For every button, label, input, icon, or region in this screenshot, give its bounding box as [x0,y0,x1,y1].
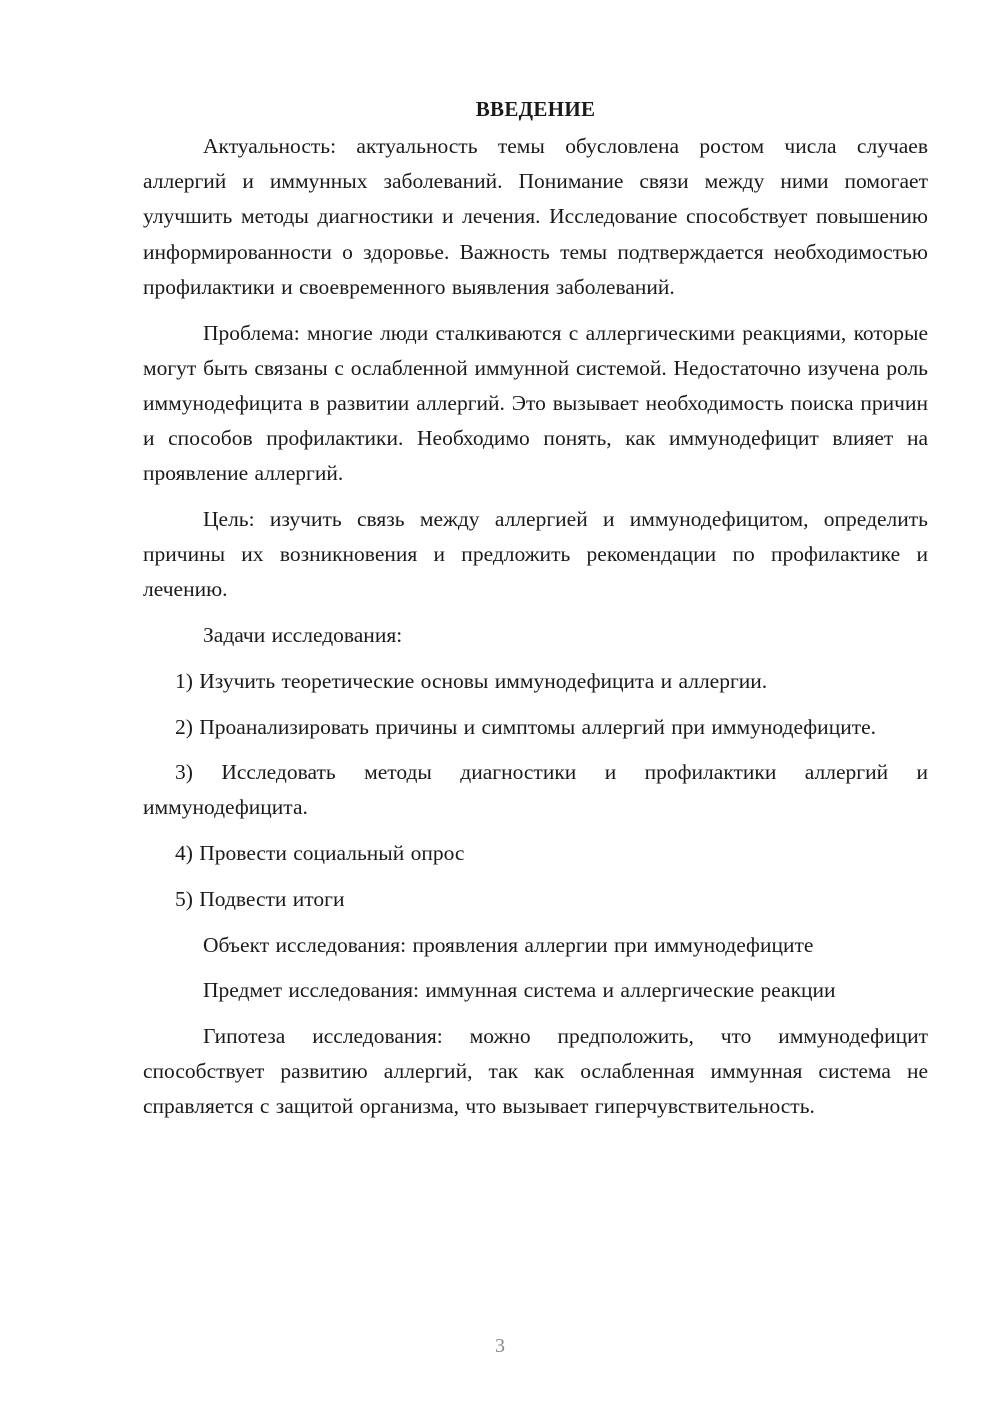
task-item-1: 1) Изучить теоретические основы иммунодефицита и аллергии. [175,668,768,693]
goal-paragraph: Цель: изучить связь между аллергией и иммунодефицитом, определить причины их возникновения и предложить рекомендации по профилактике и лечению. [143,507,928,602]
problem-paragraph: Проблема: многие люди сталкиваются с аллергическими реакциями, которые могут быть связаны с ослабленной иммунной системой. Недостаточно изучена роль иммунодефицита в развитии аллергий. Это вызывает необходимость поиска причин и способов профилактики. Необходимо понять, как иммунодефицит влияет на проявление аллергий. [143,320,928,486]
subject-paragraph: Предмет исследования: иммунная система и аллергические реакции [203,978,836,1003]
object-paragraph: Объект исследования: проявления аллергии при иммунодефиците [203,932,814,957]
tasks-title: Задачи исследования: [203,623,403,648]
task-item-3: 3) Исследовать методы диагностики и профилактики аллергий и иммунодефицита. [143,760,928,820]
page-content [143,94,928,1125]
task-item-4: 4) Провести социальный опрос [175,841,465,866]
hypothesis-paragraph: Гипотеза исследования: можно предположить, что иммунодефицит способствует развитию аллергий, так как ослабленная иммунная система не справляется с защитой организма, что вызывает гиперчувствительность. [143,1023,928,1119]
task-item-2: 2) Проанализировать причины и симптомы аллергий при иммунодефиците. [175,714,877,739]
page-number: 3 [495,1335,505,1357]
section-heading: ВВЕДЕНИЕ [475,97,596,121]
relevance-paragraph: Актуальность: актуальность темы обусловлена ростом числа случаев аллергий и иммунных заболеваний. Понимание связи между ними помогает улучшить методы диагностики и лечения. Исследование способствует повышению информированности о здоровье. Важность темы подтверждается необходимостью профилактики и своевременного выявления заболеваний. [143,134,928,299]
task-item-5: 5) Подвести итоги [175,886,345,911]
